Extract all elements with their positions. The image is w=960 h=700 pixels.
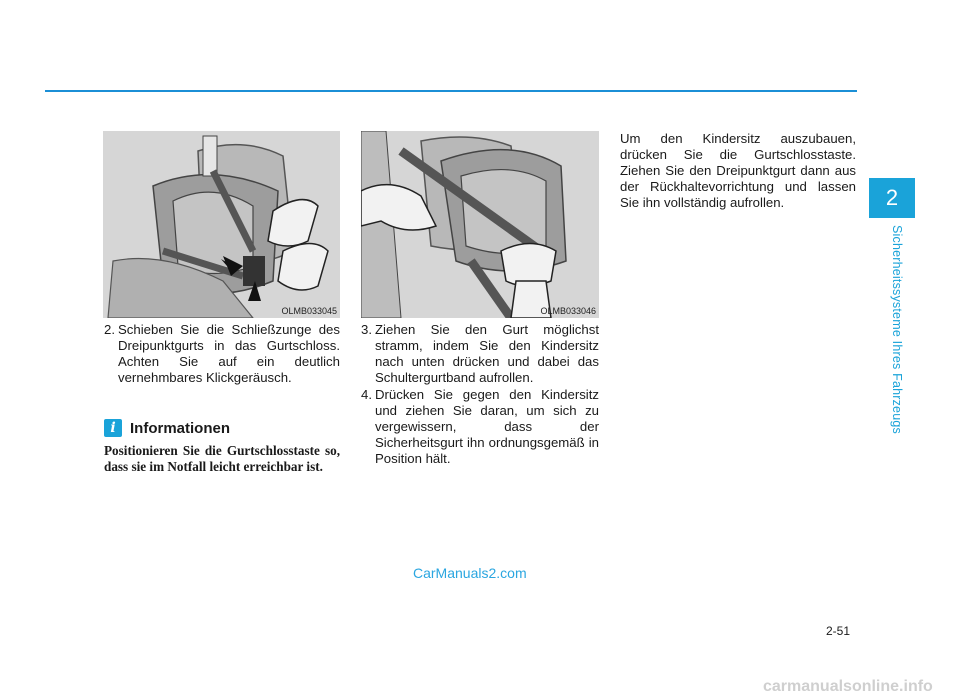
step-2 [104, 322, 340, 386]
figure-tighten-belt [361, 131, 599, 318]
chapter-number: 2 [885, 185, 899, 210]
footer-watermark: carmanualsonline.info [763, 678, 933, 695]
chapter-title: Sicherheitssysteme Ihres Fahrzeugs [890, 225, 904, 434]
step-text: Ziehen Sie den Gurt möglichst stramm, indem Sie den Kindersitz nach unten drücken und dabei das Schultergurtband aufrollen. [375, 322, 599, 385]
header-rule [45, 90, 857, 92]
step-number: 2. [104, 322, 115, 337]
step-text: Drücken Sie gegen den Kindersitz und ziehen Sie daran, um sich zu vergewissern, dass der Sicherheitsgurt ihn ordnungsgemäß in Position hält. [375, 387, 599, 466]
watermark-link[interactable]: CarManuals2.com [413, 565, 527, 581]
page-number: 2-51 [826, 624, 851, 638]
step-3 [361, 322, 599, 386]
step-number: 4. [361, 387, 372, 402]
step-number: 3. [361, 322, 372, 337]
removal-instructions: Um den Kindersitz auszubauen, drücken Sie die Gurtschlosstaste. Ziehen Sie den Dreipunktgurt dann aus der Rückhaltevorrichtung und lassen Sie ihn vollständig aufrollen. [620, 131, 856, 210]
child-seat-illustration [103, 131, 340, 318]
chapter-number-tab[interactable] [869, 178, 915, 218]
info-icon: i [104, 419, 122, 437]
belt-tightening-illustration [361, 131, 599, 318]
figure-code: OLMB033045 [281, 306, 337, 316]
info-title: Informationen [130, 419, 230, 437]
figure-buckle-insert [103, 131, 340, 318]
info-body: Positionieren Sie die Gurtschlosstaste so, dass sie im Notfall leicht erreichbar ist. [104, 443, 340, 474]
step-text: Schieben Sie die Schließzunge des Dreipunktgurts in das Gurtschloss. Achten Sie auf ein deutlich vernehmbares Klickgeräusch. [118, 322, 340, 385]
figure-code: OLMB033046 [540, 306, 596, 316]
info-header [104, 419, 230, 437]
step-4 [361, 387, 599, 467]
